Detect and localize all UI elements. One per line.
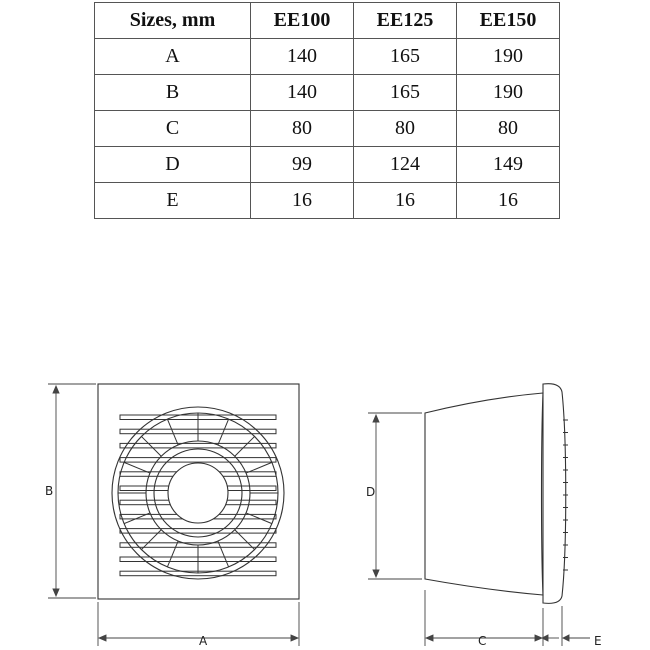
label-a: A bbox=[199, 634, 208, 648]
cell-value: 99 bbox=[251, 147, 354, 183]
dimension-b bbox=[48, 384, 96, 598]
dimension-e bbox=[542, 606, 590, 646]
dimension-d bbox=[368, 413, 422, 579]
label-b: B bbox=[45, 484, 54, 498]
row-label: B bbox=[95, 75, 251, 111]
side-view bbox=[425, 384, 568, 604]
cell-value: 16 bbox=[354, 183, 457, 219]
cell-value: 80 bbox=[354, 111, 457, 147]
cell-value: 190 bbox=[457, 39, 560, 75]
header-sizes: Sizes, mm bbox=[95, 3, 251, 39]
side-duct bbox=[425, 393, 543, 595]
grille-slat bbox=[120, 529, 276, 534]
grille-slat bbox=[120, 458, 276, 463]
row-label: D bbox=[95, 147, 251, 183]
label-d: D bbox=[366, 485, 376, 499]
cell-value: 140 bbox=[251, 75, 354, 111]
cell-value: 124 bbox=[354, 147, 457, 183]
grille-slat bbox=[120, 443, 276, 448]
cell-value: 80 bbox=[251, 111, 354, 147]
header-ee100: EE100 bbox=[251, 3, 354, 39]
hub-center bbox=[168, 463, 228, 523]
row-label: E bbox=[95, 183, 251, 219]
cell-value: 16 bbox=[457, 183, 560, 219]
row-label: C bbox=[95, 111, 251, 147]
row-label: A bbox=[95, 39, 251, 75]
side-flange bbox=[543, 384, 566, 604]
label-e: E bbox=[594, 634, 602, 648]
cell-value: 190 bbox=[457, 75, 560, 111]
cell-value: 165 bbox=[354, 75, 457, 111]
cell-value: 16 bbox=[251, 183, 354, 219]
header-ee150: EE150 bbox=[457, 3, 560, 39]
cell-value: 80 bbox=[457, 111, 560, 147]
cell-value: 165 bbox=[354, 39, 457, 75]
header-ee125: EE125 bbox=[354, 3, 457, 39]
label-c: C bbox=[478, 634, 487, 648]
cell-value: 140 bbox=[251, 39, 354, 75]
cell-value: 149 bbox=[457, 147, 560, 183]
front-view bbox=[98, 384, 299, 599]
